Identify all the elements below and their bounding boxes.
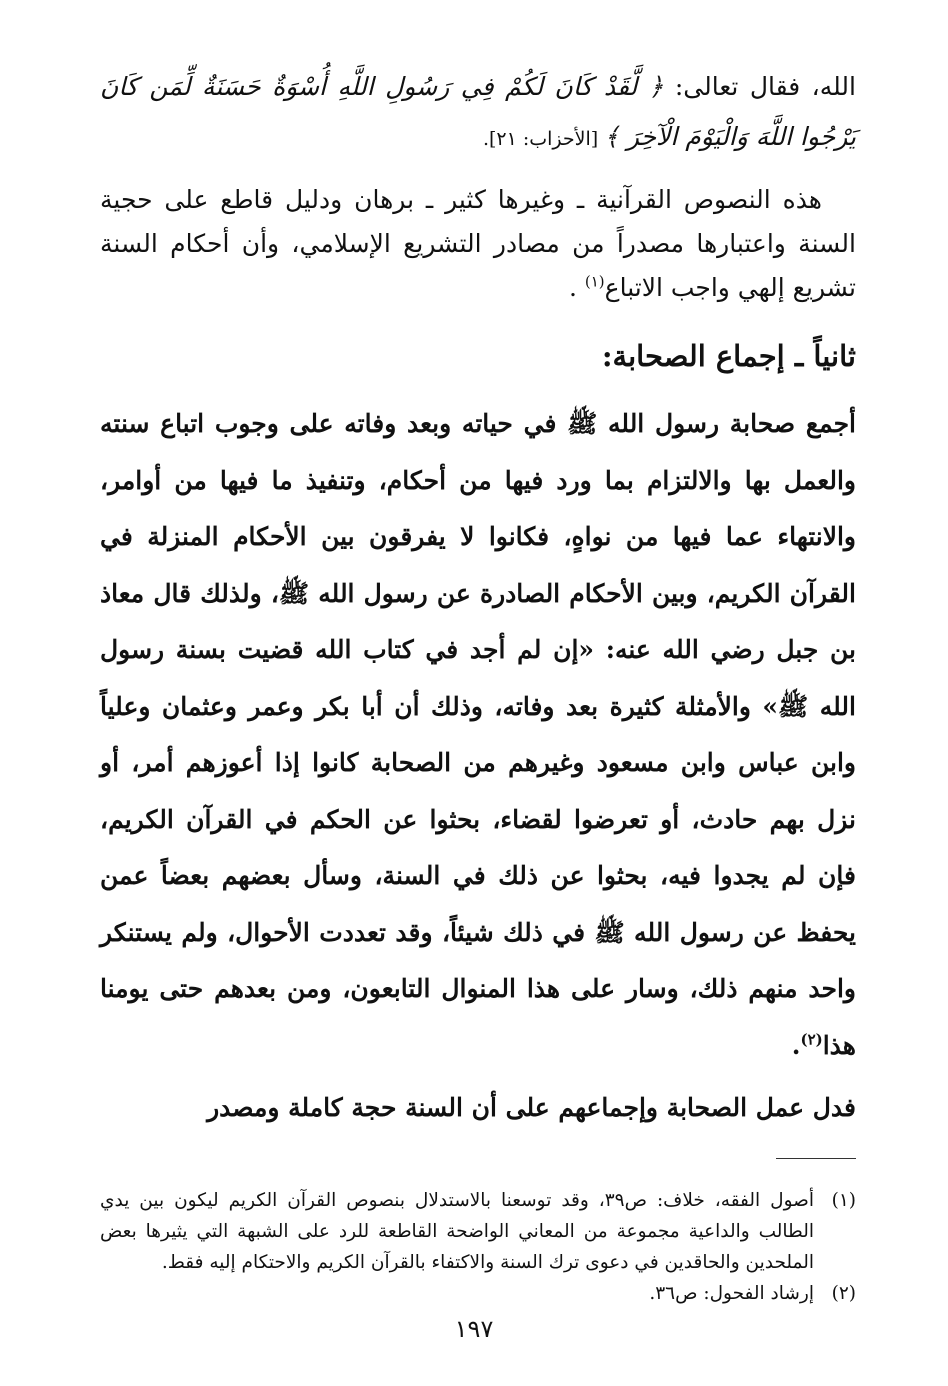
paragraph-gap — [100, 1074, 856, 1086]
footnote-text: أصول الفقه، خلاف: ص٣٩، وقد توسعنا بالاستدلال بنصوص القرآن الكريم ليكون بين يدي الطالب والداعية مجموعة من المعاني الواضحة القاطعة للرد على الشبهة التي يثيرها بعض الملحدين والحاقدين في دعوى ترك السنة والاكتفاء بالقرآن الكريم والاحتكام إليه فقط. — [100, 1190, 814, 1273]
footnote-item — [100, 1185, 856, 1278]
paragraph-conclusion: فدل عمل الصحابة وإجماعهم على أن السنة حجة كاملة ومصدر — [207, 1093, 856, 1122]
footnote-divider — [776, 1158, 856, 1159]
footnote-number: (١) — [831, 1190, 856, 1211]
quran-verse: ﴿ لَّقَدْ كَانَ لَكُمْ فِي رَسُولِ اللَّهِ أُسْوَةٌ حَسَنَةٌ لِّمَن كَانَ يَرْجُوا اللَّهَ وَالْيَوْمَ الْآخِرَ ﴾ — [100, 72, 856, 151]
footnote-text: إرشاد الفحول: ص٣٦. — [649, 1283, 814, 1304]
paragraph-text: هذه النصوص القرآنية ـ وغيرها كثير ـ برهان ودليل قاطع على حجية السنة واعتبارها مصدراً من مصادر التشريع الإسلامي، وأن أحكام السنة تشريع إلهي واجب الاتباع — [100, 185, 856, 302]
footnotes — [100, 1185, 856, 1309]
paragraph-text: أجمع صحابة رسول الله ﷺ في حياته وبعد وفاته على وجوب اتباع سنته والعمل بها والالتزام بما ورد فيها من أحكام، وتنفيذ ما فيها من أوامر، والانتهاء عما فيها من نواهٍ، فكانوا لا يفرقون بين الأحكام المنزلة في القرآن الكريم، وبين الأحكام الصادرة عن رسول الله ﷺ، ولذلك قال معاذ بن جبل رضي الله عنه: «إن لم أجد في كتاب الله قضيت بسنة رسول الله ﷺ» والأمثلة كثيرة بعد وفاته، وذلك أن أبا بكر وعمر وعثمان وعلياً وابن عباس وابن مسعود وغيرهم من الصحابة كانوا إذا أعوزهم أمر، أو نزل بهم حادث، أو تعرضوا لقضاء، بحثوا عن الحكم في القرآن الكريم، فإن لم يجدوا فيه، بحثوا عن ذلك في السنة، وسأل بعضهم بعضاً عمن يحفظ عن رسول الله ﷺ في ذلك شيئاً، وقد تعددت الأحوال، ولم يستنكر واحد منهم ذلك، وسار على هذا المنوال التابعون، ومن بعدهم حتى يومنا هذا — [100, 409, 856, 1060]
paragraph-end: . — [568, 273, 585, 302]
section-heading: ثانياً ـ إجماع الصحابة: — [601, 339, 856, 373]
footnote-ref-1[interactable]: (١) — [584, 272, 605, 291]
quran-verse-paragraph — [100, 62, 856, 164]
page-number: ١٩٧ — [454, 1315, 494, 1343]
footnote-number: (٢) — [831, 1283, 856, 1304]
paragraph-end: . — [791, 1030, 801, 1060]
footnote-item — [100, 1278, 856, 1309]
verse-reference: [الأحزاب: ٢١]. — [482, 128, 605, 150]
paragraph-quran-texts — [100, 178, 856, 310]
verse-lead-text: الله، فقال تعالى: — [663, 72, 856, 101]
paragraph-companions-consensus — [100, 396, 856, 1074]
footnote-ref-2[interactable]: (٢) — [800, 1030, 823, 1049]
